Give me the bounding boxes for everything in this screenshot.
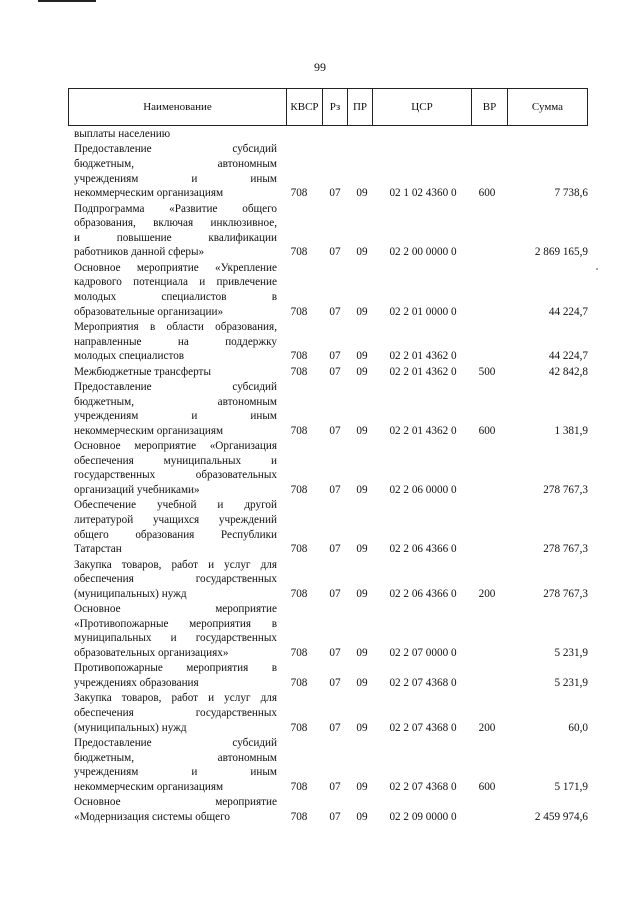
row-sum: 7 738,6 bbox=[554, 187, 588, 200]
table-row bbox=[0, 127, 640, 142]
row-csr: 02 2 07 0000 0 bbox=[389, 646, 457, 659]
row-name-line: учреждениям и иным bbox=[74, 410, 277, 423]
row-name bbox=[74, 691, 277, 735]
table-row bbox=[0, 661, 640, 690]
row-name-line: «Модернизация системы общего bbox=[74, 810, 230, 823]
row-name-line: Татарстан bbox=[74, 543, 122, 556]
row-sum: 5 231,9 bbox=[554, 646, 588, 659]
row-rz: 07 bbox=[329, 543, 341, 556]
row-name-line: общего образования Республики bbox=[74, 528, 277, 541]
row-rz: 07 bbox=[329, 646, 341, 659]
row-name-line: (муниципальных) нужд bbox=[74, 587, 187, 600]
row-name-line: Основное мероприятие «Организация bbox=[74, 440, 277, 453]
row-pr: 09 bbox=[356, 305, 368, 318]
row-csr: 02 2 06 0000 0 bbox=[389, 483, 457, 496]
header-rz: Рз bbox=[322, 89, 347, 125]
row-csr: 02 2 07 4368 0 bbox=[389, 780, 457, 793]
table-row bbox=[0, 602, 640, 660]
row-name bbox=[74, 795, 277, 824]
row-csr: 02 2 01 4362 0 bbox=[389, 424, 457, 437]
row-pr: 09 bbox=[356, 810, 368, 823]
page-number: 99 bbox=[314, 60, 326, 74]
row-rz: 07 bbox=[329, 676, 341, 689]
row-rz: 07 bbox=[329, 483, 341, 496]
row-name-line: образовательных организациях» bbox=[74, 646, 229, 659]
row-pr: 09 bbox=[356, 587, 368, 600]
row-pr: 09 bbox=[356, 676, 368, 689]
row-rz: 07 bbox=[329, 721, 341, 734]
row-sum: 5 231,9 bbox=[554, 676, 588, 689]
row-name-line: некоммерческим организациям bbox=[74, 424, 224, 437]
row-name-line: Предоставление субсидий bbox=[74, 143, 277, 156]
row-csr: 02 2 00 0000 0 bbox=[389, 246, 457, 259]
row-name-line: образовательные организации» bbox=[74, 305, 224, 318]
row-vr: 200 bbox=[478, 587, 496, 600]
row-name-line: бюджетным, автономным bbox=[74, 395, 277, 408]
row-vr: 200 bbox=[478, 721, 496, 734]
row-name-line: Основное мероприятие «Укрепление bbox=[74, 261, 277, 274]
row-kvsr: 708 bbox=[290, 187, 308, 200]
table-row bbox=[0, 439, 640, 497]
row-rz: 07 bbox=[329, 365, 341, 378]
row-name-line: Основное мероприятие bbox=[74, 796, 277, 809]
row-kvsr: 708 bbox=[290, 483, 308, 496]
row-pr: 09 bbox=[356, 246, 368, 259]
row-name bbox=[74, 439, 277, 497]
table-row bbox=[0, 691, 640, 735]
row-name bbox=[74, 602, 277, 660]
row-kvsr: 708 bbox=[290, 646, 308, 659]
row-kvsr: 708 bbox=[290, 424, 308, 437]
row-name-line: «Противопожарные мероприятия в bbox=[74, 617, 277, 630]
table-row bbox=[0, 320, 640, 364]
row-name bbox=[74, 498, 277, 556]
row-pr: 09 bbox=[356, 365, 368, 378]
row-name-line: кадрового потенциала и привлечение bbox=[74, 276, 277, 289]
row-name bbox=[74, 202, 277, 260]
row-sum: 278 767,3 bbox=[543, 587, 588, 600]
row-rz: 07 bbox=[329, 424, 341, 437]
row-name bbox=[74, 365, 277, 380]
row-pr: 09 bbox=[356, 350, 368, 363]
table-row bbox=[0, 498, 640, 556]
table-row bbox=[0, 365, 640, 380]
row-name-line: Закупка товаров, работ и услуг для bbox=[74, 558, 277, 571]
row-name-line: бюджетным, автономным bbox=[74, 751, 277, 764]
row-rz: 07 bbox=[329, 587, 341, 600]
row-rz: 07 bbox=[329, 187, 341, 200]
row-kvsr: 708 bbox=[290, 780, 308, 793]
row-csr: 02 2 06 4366 0 bbox=[389, 543, 457, 556]
row-name bbox=[74, 558, 277, 602]
row-sum: 60,0 bbox=[568, 721, 588, 734]
row-name-line: Обеспечение учебной и другой bbox=[74, 499, 277, 512]
scan-speck bbox=[596, 268, 598, 270]
row-name-line: молодых специалистов bbox=[74, 350, 185, 363]
row-name-line: учреждениям и иным bbox=[74, 172, 277, 185]
row-name-line: учреждениях образования bbox=[74, 676, 199, 689]
row-name bbox=[74, 261, 277, 319]
header-sum: Сумма bbox=[507, 89, 587, 125]
row-sum: 44 224,7 bbox=[548, 350, 588, 363]
header-kvsr: КВСР bbox=[286, 89, 322, 125]
row-vr: 600 bbox=[478, 780, 496, 793]
row-name-line: обеспечения государственных bbox=[74, 706, 277, 719]
row-kvsr: 708 bbox=[290, 587, 308, 600]
row-rz: 07 bbox=[329, 350, 341, 363]
header-name: Наименование bbox=[143, 101, 212, 113]
table-row bbox=[0, 795, 640, 824]
row-kvsr: 708 bbox=[290, 246, 308, 259]
row-name-line: молодых специалистов в bbox=[74, 290, 277, 303]
table-row bbox=[0, 261, 640, 319]
row-name bbox=[74, 320, 277, 364]
row-rz: 07 bbox=[329, 305, 341, 318]
row-kvsr: 708 bbox=[290, 810, 308, 823]
row-name-line: государственных образовательных bbox=[74, 469, 277, 482]
row-name-line: Предоставление субсидий bbox=[74, 381, 277, 393]
row-name-line: направленные на поддержку bbox=[74, 335, 277, 348]
row-pr: 09 bbox=[356, 543, 368, 556]
row-sum: 1 381,9 bbox=[554, 424, 588, 437]
row-pr: 09 bbox=[356, 424, 368, 437]
row-name-line: бюджетным, автономным bbox=[74, 157, 277, 170]
row-csr: 02 2 01 0000 0 bbox=[389, 305, 457, 318]
row-vr: 600 bbox=[478, 187, 496, 200]
row-csr: 02 2 07 4368 0 bbox=[389, 676, 457, 689]
row-name-line: муниципальных и государственных bbox=[74, 632, 277, 645]
row-name-line: Подпрограмма «Развитие общего bbox=[74, 202, 277, 215]
row-name-line: и повышение квалификации bbox=[74, 231, 277, 244]
row-pr: 09 bbox=[356, 721, 368, 734]
row-name bbox=[74, 142, 277, 200]
row-kvsr: 708 bbox=[290, 676, 308, 689]
row-sum: 2 459 974,6 bbox=[534, 810, 588, 823]
row-name bbox=[74, 661, 277, 690]
row-csr: 02 2 07 4368 0 bbox=[389, 721, 457, 734]
table-row bbox=[0, 202, 640, 260]
row-name-line: Основное мероприятие bbox=[74, 603, 277, 616]
row-kvsr: 708 bbox=[290, 365, 308, 378]
row-name-line: Закупка товаров, работ и услуг для bbox=[74, 692, 277, 705]
row-kvsr: 708 bbox=[290, 350, 308, 363]
row-name-line: выплаты населению bbox=[74, 128, 171, 140]
table-row bbox=[0, 736, 640, 794]
row-vr: 500 bbox=[478, 365, 496, 378]
table-header bbox=[68, 88, 588, 126]
row-name-line: литературой учащихся учреждений bbox=[74, 513, 277, 526]
row-sum: 278 767,3 bbox=[543, 483, 588, 496]
row-name-line: Противопожарные мероприятия в bbox=[74, 662, 277, 675]
row-name-line: организаций учебниками» bbox=[74, 483, 200, 496]
row-name bbox=[74, 380, 277, 438]
row-rz: 07 bbox=[329, 780, 341, 793]
row-sum: 278 767,3 bbox=[543, 543, 588, 556]
row-name-line: обеспечения муниципальных и bbox=[74, 454, 277, 467]
row-pr: 09 bbox=[356, 483, 368, 496]
row-rz: 07 bbox=[329, 246, 341, 259]
row-name-line: образования, включая инклюзивное, bbox=[74, 217, 277, 230]
row-pr: 09 bbox=[356, 646, 368, 659]
row-sum: 44 224,7 bbox=[548, 305, 588, 318]
row-pr: 09 bbox=[356, 187, 368, 200]
row-name-line: (муниципальных) нужд bbox=[74, 721, 187, 734]
row-kvsr: 708 bbox=[290, 721, 308, 734]
row-sum: 2 869 165,9 bbox=[534, 246, 588, 259]
row-vr: 600 bbox=[478, 424, 496, 437]
row-sum: 5 171,9 bbox=[554, 780, 588, 793]
row-name bbox=[74, 736, 277, 794]
table-row bbox=[0, 142, 640, 200]
header-vr: ВР bbox=[471, 89, 507, 125]
row-csr: 02 1 02 4360 0 bbox=[389, 187, 457, 200]
row-sum: 42 842,8 bbox=[548, 365, 588, 378]
table-row bbox=[0, 380, 640, 438]
row-name-line: учреждениям и иным bbox=[74, 766, 277, 779]
row-name-line: Мероприятия в области образования, bbox=[74, 321, 277, 333]
row-name-line: некоммерческим организациям bbox=[74, 780, 224, 793]
row-kvsr: 708 bbox=[290, 305, 308, 318]
row-csr: 02 2 01 4362 0 bbox=[389, 350, 457, 363]
header-pr: ПР bbox=[347, 89, 372, 125]
row-name bbox=[74, 127, 277, 142]
row-rz: 07 bbox=[329, 810, 341, 823]
row-name-line: Межбюджетные трансферты bbox=[74, 365, 211, 378]
row-csr: 02 2 06 4366 0 bbox=[389, 587, 457, 600]
row-name-line: Предоставление субсидий bbox=[74, 737, 277, 749]
row-name-line: некоммерческим организациям bbox=[74, 187, 224, 200]
header-csr: ЦСР bbox=[372, 89, 471, 125]
row-kvsr: 708 bbox=[290, 543, 308, 556]
row-csr: 02 2 01 4362 0 bbox=[389, 365, 457, 378]
top-rule bbox=[38, 0, 96, 2]
row-name-line: обеспечения государственных bbox=[74, 573, 277, 586]
row-pr: 09 bbox=[356, 780, 368, 793]
table-row bbox=[0, 558, 640, 602]
row-name-line: работников данной сферы» bbox=[74, 246, 205, 259]
row-csr: 02 2 09 0000 0 bbox=[389, 810, 457, 823]
